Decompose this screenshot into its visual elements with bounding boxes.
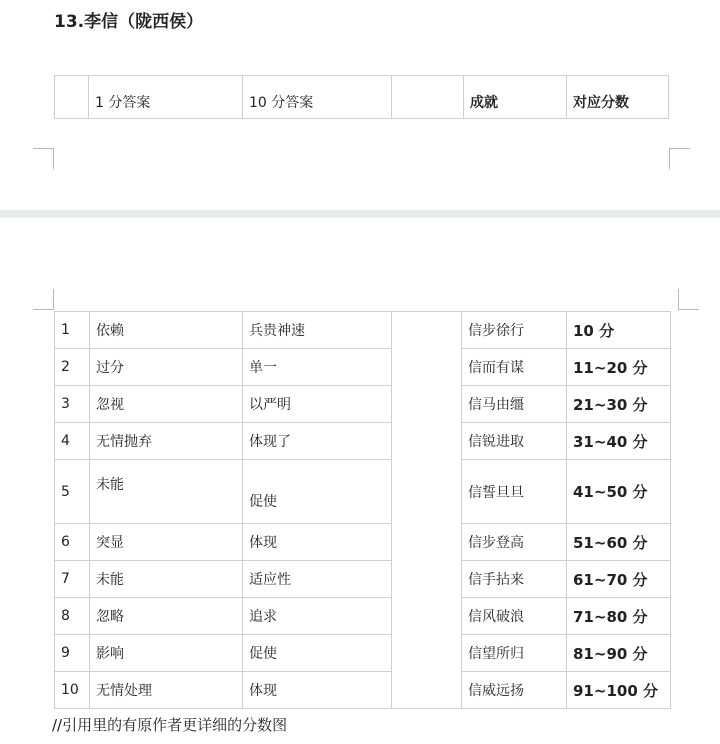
empty-cell (392, 386, 462, 423)
score-range-cell: 51~60 分 (567, 524, 671, 561)
achievement-cell: 信而有谋 (462, 349, 567, 386)
table-header-row (55, 76, 669, 119)
empty-cell (392, 349, 462, 386)
empty-cell (392, 672, 462, 709)
row-index-cell: 1 (55, 312, 90, 349)
one-point-answer-cell: 忽略 (90, 598, 243, 635)
score-range-cell: 91~100 分 (567, 672, 671, 709)
header-cell-achievement: 成就 (464, 76, 567, 119)
empty-cell (392, 312, 462, 349)
table-row (55, 460, 671, 524)
one-point-answer-cell: 突显 (90, 524, 243, 561)
empty-cell (392, 460, 462, 524)
empty-cell (392, 524, 462, 561)
achievement-cell: 信威远扬 (462, 672, 567, 709)
page-corner-mark (678, 289, 699, 310)
one-point-answer-cell: 未能 (90, 460, 243, 524)
one-point-answer-cell: 未能 (90, 561, 243, 598)
score-table (54, 311, 671, 709)
table-row (55, 349, 671, 386)
ten-point-answer-cell: 体现了 (243, 423, 392, 460)
score-range-cell: 10 分 (567, 312, 671, 349)
achievement-cell: 信步登高 (462, 524, 567, 561)
ten-point-answer-cell: 单一 (243, 349, 392, 386)
score-range-cell: 31~40 分 (567, 423, 671, 460)
ten-point-answer-cell: 体现 (243, 524, 392, 561)
empty-cell (392, 635, 462, 672)
one-point-answer-cell: 无情抛弃 (90, 423, 243, 460)
achievement-cell: 信步徐行 (462, 312, 567, 349)
header-cell-1pt-answer: 1 分答案 (89, 76, 243, 119)
row-index-cell: 4 (55, 423, 90, 460)
one-point-answer-cell: 影响 (90, 635, 243, 672)
one-point-answer-cell: 依赖 (90, 312, 243, 349)
achievement-cell: 信锐进取 (462, 423, 567, 460)
header-cell-10pt-answer: 10 分答案 (243, 76, 392, 119)
page-separator (0, 210, 720, 218)
achievement-cell: 信誓旦旦 (462, 460, 567, 524)
ten-point-answer-cell: 追求 (243, 598, 392, 635)
ten-point-answer-cell: 促使 (243, 635, 392, 672)
achievement-cell: 信手拈来 (462, 561, 567, 598)
page-corner-mark (669, 148, 690, 169)
score-range-cell: 21~30 分 (567, 386, 671, 423)
row-index-cell: 7 (55, 561, 90, 598)
table-row (55, 423, 671, 460)
header-cell-index (55, 76, 89, 119)
row-index-cell: 8 (55, 598, 90, 635)
header-table (54, 75, 669, 119)
score-range-cell: 41~50 分 (567, 460, 671, 524)
table-row (55, 598, 671, 635)
score-range-cell: 11~20 分 (567, 349, 671, 386)
achievement-cell: 信望所归 (462, 635, 567, 672)
table-row (55, 312, 671, 349)
row-index-cell: 2 (55, 349, 90, 386)
footnote: //引用里的有原作者更详细的分数图 (52, 716, 288, 734)
empty-cell (392, 561, 462, 598)
row-index-cell: 9 (55, 635, 90, 672)
row-index-cell: 6 (55, 524, 90, 561)
header-cell-score: 对应分数 (567, 76, 669, 119)
ten-point-answer-cell: 促使 (243, 460, 392, 524)
score-range-cell: 61~70 分 (567, 561, 671, 598)
table-row (55, 635, 671, 672)
score-range-cell: 81~90 分 (567, 635, 671, 672)
achievement-cell: 信风破浪 (462, 598, 567, 635)
table-row (55, 524, 671, 561)
page-corner-mark (33, 289, 54, 310)
page-title: 13.李信（陇西侯） (54, 12, 204, 32)
ten-point-answer-cell: 体现 (243, 672, 392, 709)
table-row (55, 386, 671, 423)
score-range-cell: 71~80 分 (567, 598, 671, 635)
empty-cell (392, 598, 462, 635)
header-cell-empty (392, 76, 464, 119)
achievement-cell: 信马由缰 (462, 386, 567, 423)
one-point-answer-cell: 无情处理 (90, 672, 243, 709)
row-index-cell: 10 (55, 672, 90, 709)
table-row (55, 672, 671, 709)
ten-point-answer-cell: 兵贵神速 (243, 312, 392, 349)
row-index-cell: 3 (55, 386, 90, 423)
one-point-answer-cell: 过分 (90, 349, 243, 386)
empty-cell (392, 423, 462, 460)
table-row (55, 561, 671, 598)
row-index-cell: 5 (55, 460, 90, 524)
page-corner-mark (33, 148, 54, 169)
ten-point-answer-cell: 以严明 (243, 386, 392, 423)
one-point-answer-cell: 忽视 (90, 386, 243, 423)
ten-point-answer-cell: 适应性 (243, 561, 392, 598)
